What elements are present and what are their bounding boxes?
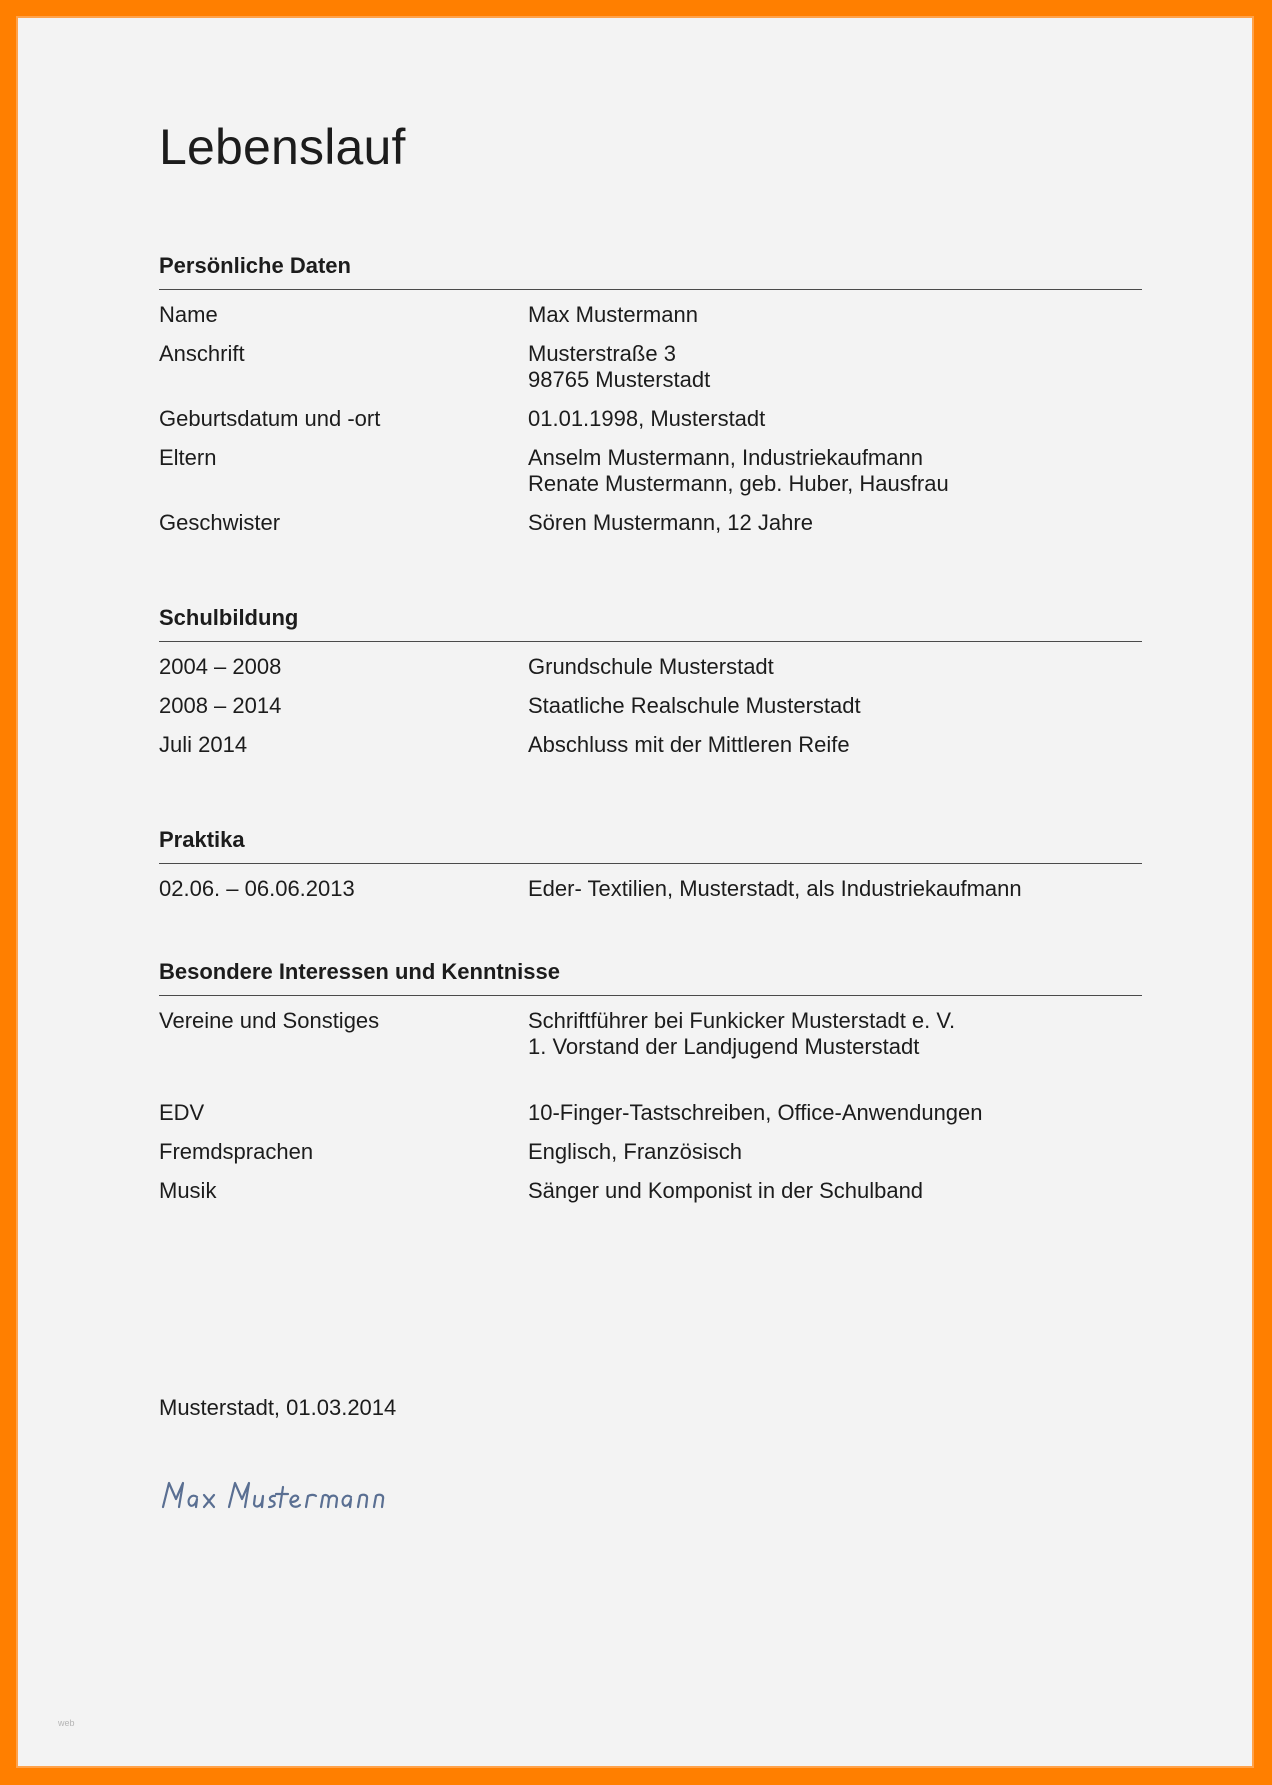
row-label: 2008 – 2014 [159, 693, 282, 718]
row-label: Musik [159, 1178, 217, 1203]
section-heading-school: Schulbildung [159, 606, 1142, 642]
place-and-date: Musterstadt, 01.03.2014 [159, 1395, 397, 1420]
section-heading-interests: Besondere Interessen und Kenntnisse [159, 960, 1142, 996]
row-value: Sören Mustermann, 12 Jahre [528, 510, 813, 535]
watermark-text: web [58, 1718, 75, 1728]
row-value: Abschluss mit der Mittleren Reife [528, 732, 850, 757]
row-value: Englisch, Französisch [528, 1139, 742, 1164]
row-value: Staatliche Realschule Musterstadt [528, 693, 861, 718]
section-heading-internships: Praktika [159, 828, 1142, 864]
row-label: Juli 2014 [159, 732, 248, 757]
row-value: Schriftführer bei Funkicker Musterstadt e. V. 1. Vorstand der Landjugend Musterstadt [528, 1008, 956, 1059]
page-title: Lebenslauf [159, 119, 406, 175]
section-heading-personal: Persönliche Daten [159, 254, 1142, 290]
row-value: Musterstraße 3 98765 Musterstadt [528, 341, 711, 392]
row-label: Anschrift [159, 341, 245, 366]
signature-image [159, 1473, 419, 1513]
row-label: 02.06. – 06.06.2013 [159, 876, 355, 901]
row-label: Eltern [159, 445, 217, 470]
row-label: Geschwister [159, 510, 281, 535]
row-label: 2004 – 2008 [159, 654, 282, 679]
row-label: Name [159, 302, 218, 327]
row-label: Vereine und Sonstiges [159, 1008, 380, 1033]
row-value: Sänger und Komponist in der Schulband [528, 1178, 924, 1203]
document-page [16, 16, 1254, 1768]
row-value: Max Mustermann [528, 302, 698, 327]
row-value: Anselm Mustermann, Industriekaufmann Renate Mustermann, geb. Huber, Hausfrau [528, 445, 949, 496]
row-value: 01.01.1998, Musterstadt [528, 406, 766, 431]
row-value: Grundschule Musterstadt [528, 654, 774, 679]
row-value: Eder- Textilien, Musterstadt, als Industriekaufmann [528, 876, 1022, 901]
row-value: 10-Finger-Tastschreiben, Office-Anwendungen [528, 1100, 983, 1125]
row-label: Fremdsprachen [159, 1139, 314, 1164]
row-label: Geburtsdatum und -ort [159, 406, 381, 431]
row-label: EDV [159, 1100, 205, 1125]
